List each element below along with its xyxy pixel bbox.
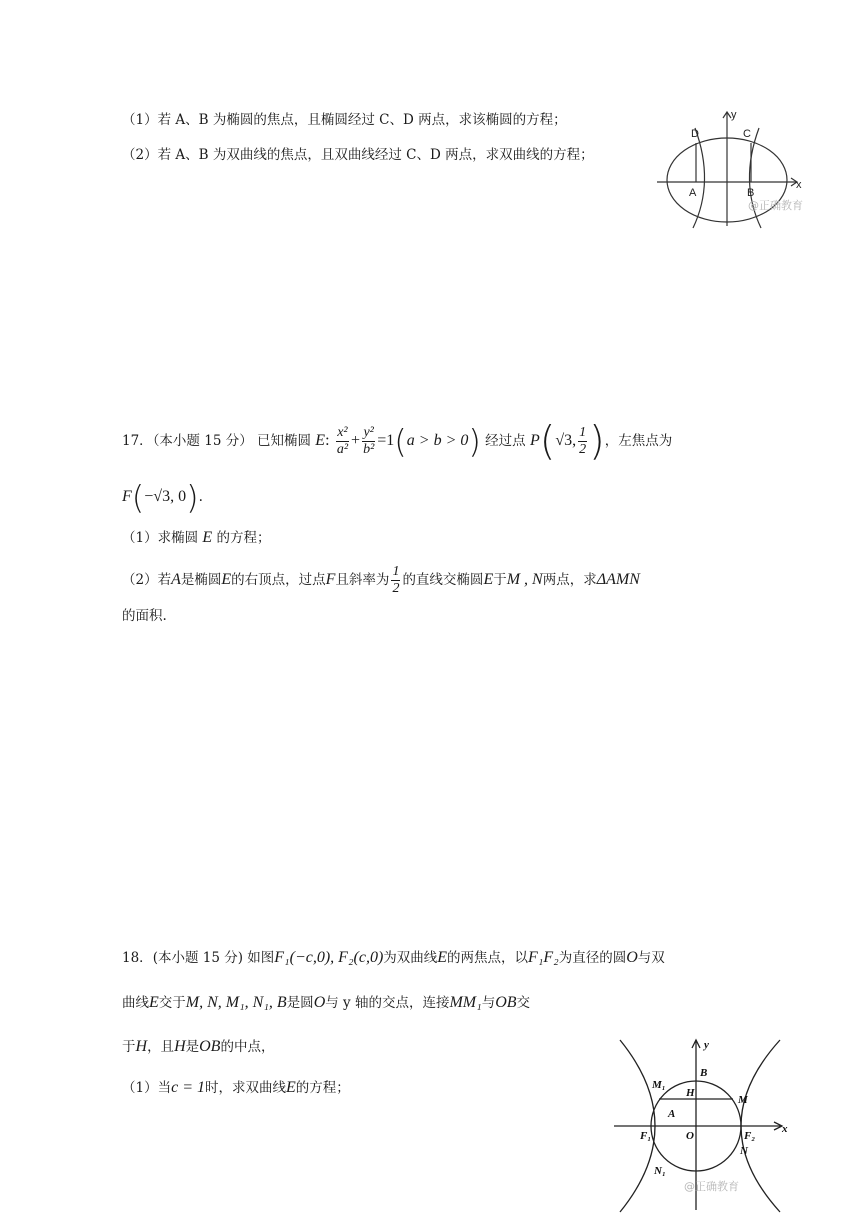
- q18-line2-f: 交: [516, 995, 531, 1011]
- q18-intro: 如图: [247, 950, 275, 966]
- q17-focus-f: F: [122, 488, 132, 505]
- fig1-label-c: C: [743, 128, 751, 140]
- q17-part2-g: 两点，求: [542, 572, 597, 588]
- q17-slope: [391, 564, 400, 597]
- q17-line1: 17．（本小题 15 分） 已知椭圆 E: $\frac{\text{x²}}{\text{a²}}$ + $\frac{\text{y²}}{\text{b²}}$ =1(a > b > 0) 经过点 P(√3, $\frac{1}{2}$ )，左焦点为: [122, 418, 673, 465]
- q18-ob2: OB: [199, 1038, 221, 1055]
- q17-part1-e: E: [202, 529, 213, 546]
- q17-focus-coord: −√3, 0: [144, 488, 187, 505]
- q18-part1: [122, 1078, 350, 1098]
- q18-part1-b: 时，求双曲线: [205, 1080, 286, 1096]
- q17-frac-y-den: b²: [363, 442, 375, 457]
- q17-part2-a: （2）若: [122, 572, 172, 588]
- q18-e1: E: [437, 949, 448, 966]
- q17-frac-x-num: x²: [337, 425, 348, 440]
- fig2-watermark: @正确教育: [684, 1180, 739, 1193]
- q17-eq-one: =1: [377, 432, 395, 449]
- fig2-label-m: M: [738, 1094, 748, 1106]
- q18-number: 18．: [122, 950, 153, 966]
- figure-hyperbola-circle: [612, 1036, 792, 1214]
- q17-frac-x: [336, 425, 349, 458]
- q17-part2-e1: E: [221, 571, 232, 588]
- fig1-label-x: x: [796, 179, 802, 191]
- q18-o2: O: [313, 994, 326, 1011]
- fig1-watermark: @正确教育: [748, 199, 803, 212]
- q17-part2: [122, 560, 640, 600]
- fig2-label-o: O: [686, 1130, 694, 1142]
- q17-passes: 经过点: [485, 433, 526, 449]
- q16-part2: （2）若 A、B 为双曲线的焦点，且双曲线经过 C、D 两点，求双曲线的方程；: [122, 147, 594, 163]
- q18-line2-e: 与: [481, 995, 496, 1011]
- q18-line3-b: ，且: [147, 1039, 175, 1055]
- q18-line2-d: 与 y 轴的交点，连接: [325, 995, 450, 1011]
- q17-part2-f: F: [325, 571, 336, 588]
- q17-part2-e: 的直线交椭圆: [402, 572, 484, 588]
- q18-line2-a: 曲线: [122, 995, 149, 1011]
- fig1-label-a: A: [689, 187, 697, 199]
- fig2-label-x: x: [782, 1123, 788, 1135]
- q18-line2: [122, 993, 530, 1013]
- q17-colon: :: [325, 432, 330, 449]
- fig2-label-n1: N₁: [654, 1165, 666, 1177]
- fig2-label-f1: F₁: [640, 1130, 652, 1142]
- q17-part1-post: 的方程；: [216, 530, 271, 546]
- q17-condition: a > b > 0: [406, 432, 469, 449]
- q17-part2-triangle: ΔAMN: [596, 571, 640, 588]
- q17-frac-y: [362, 425, 375, 458]
- q18-h2: H: [174, 1038, 186, 1055]
- q18-ob1: OB: [495, 994, 517, 1011]
- q17-frac-x-den: a²: [336, 442, 349, 457]
- fig2-label-n: N: [740, 1145, 748, 1157]
- q17-plus: +: [351, 432, 361, 449]
- q17-part2-f-word: 于: [493, 572, 507, 588]
- q18-line3: [122, 1037, 274, 1057]
- q18-line3-c: 是: [185, 1039, 200, 1055]
- q17-point-p: P: [529, 432, 540, 449]
- q18-mm1: MM₁: [449, 994, 482, 1011]
- q17-slope-num: 1: [392, 564, 400, 579]
- q17-part2-e2: E: [483, 571, 494, 588]
- fig2-label-y: y: [704, 1039, 709, 1051]
- q18-and-hyp: 与双: [637, 950, 665, 966]
- q18-e2: E: [149, 994, 159, 1011]
- q17-part1: [122, 528, 270, 548]
- q18-line1: [122, 948, 665, 968]
- q17-points: （本小题 15 分）: [152, 433, 253, 449]
- fig2-label-f2: F₂: [744, 1130, 756, 1142]
- q18-line3-a: 于: [122, 1039, 136, 1055]
- fig2-label-m1: M₁: [652, 1079, 666, 1091]
- fig1-label-y: y: [731, 109, 737, 121]
- q18-points-list: M, N, M₁, N₁, B: [185, 994, 287, 1011]
- q17-p-y: [578, 425, 587, 458]
- q18-line2-c: 是圆: [286, 995, 314, 1011]
- q18-o1: O: [626, 949, 638, 966]
- q17-number: 17．: [122, 433, 153, 449]
- figure-ellipse-hyperbola: [655, 108, 815, 230]
- q17-frac-y-num: y²: [363, 425, 374, 440]
- q18-line2-b: 交于: [158, 995, 186, 1011]
- q18-diameter: 为直径的圆: [558, 950, 627, 966]
- q17-p-x: √3,: [555, 432, 577, 449]
- q18-points: (本小题 15 分): [152, 950, 243, 966]
- q18-e3: E: [286, 1079, 296, 1096]
- fig2-label-a: A: [668, 1108, 676, 1120]
- q17-line2: F(−√3, 0).: [122, 478, 203, 517]
- q18-h1: H: [135, 1038, 148, 1055]
- q18-foci: F₁(−c,0), F₂(c,0): [274, 949, 384, 966]
- fig2-label-h: H: [686, 1087, 695, 1099]
- q17-part2-c: 的右顶点，过点: [231, 572, 326, 588]
- fig1-label-b: B: [747, 187, 755, 199]
- q18-for-hyp: 为双曲线: [383, 950, 438, 966]
- fig1-label-d: D: [691, 128, 699, 140]
- q17-intro: 已知椭圆: [257, 433, 311, 449]
- q17-p-y-den: 2: [579, 442, 587, 457]
- q17-slope-den: 2: [392, 581, 400, 596]
- q18-two-foci: 的两焦点，以: [447, 950, 529, 966]
- q17-part1-pre: （1）求椭圆: [122, 530, 199, 546]
- q17-left-focus: ，左焦点为: [604, 433, 673, 449]
- q17-part2-d: 且斜率为: [335, 572, 390, 588]
- q18-part1-c: 的方程；: [295, 1080, 350, 1096]
- q18-cond: c = 1: [171, 1079, 205, 1096]
- q17-part2-b: 是椭圆: [180, 572, 222, 588]
- q17-p-y-num: 1: [579, 425, 587, 440]
- q17-area: 的面积.: [122, 608, 167, 624]
- q16-part1: （1）若 A、B 为椭圆的焦点，且椭圆经过 C、D 两点，求该椭圆的方程；: [122, 112, 567, 128]
- q18-f1f2: F₁F₂: [528, 949, 559, 966]
- q18-part1-a: （1）当: [122, 1080, 172, 1096]
- q17-period: .: [198, 489, 203, 505]
- q17-ellipse-name: E: [315, 432, 326, 449]
- fig2-label-b: B: [700, 1067, 708, 1079]
- q17-part2-vertex: A: [171, 571, 181, 588]
- q18-line3-d: 的中点，: [220, 1039, 275, 1055]
- q17-part2-mn: M , N: [506, 571, 543, 588]
